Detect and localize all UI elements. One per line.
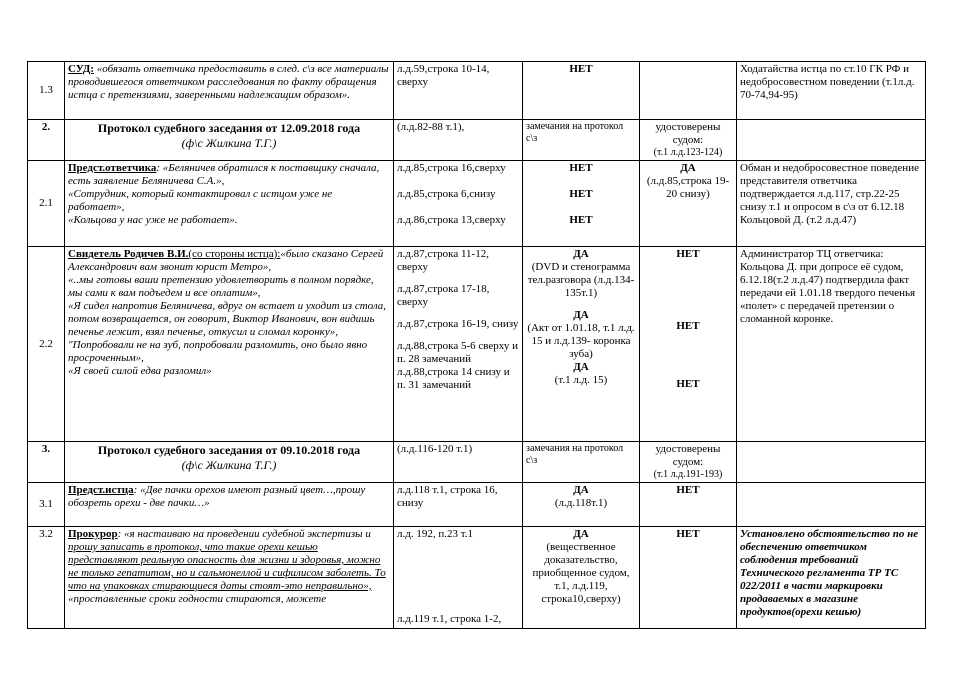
certified-value: ДА	[680, 162, 696, 174]
remark-detail: (DVD и стенограмма тел.разговора (л.д.134-135т.1)	[527, 261, 635, 299]
table-row	[28, 483, 926, 527]
statement-cell	[65, 161, 394, 247]
row-number: 2.2	[28, 247, 65, 442]
reference-line: л.д.88,строка 5-6 сверху и п. 28 замечаний	[397, 340, 518, 365]
reference-line: л.д.85,строка 6,снизу	[397, 188, 496, 200]
statement-quote: «Я сидел напротив Беляничева, вдруг он встает и уходит из стола, потом возвращается, он говорит, Виктор Иванович, вон видишь печенье лежит, взял печенье, откусил и сломал коронку»,	[68, 300, 387, 338]
statement-cell	[65, 483, 394, 527]
note-cell: Обман и недобросовестное поведение представителя ответчика подтверждается л.д.117, стр.22-25 снизу т.1 и опросом в с\з от 6.12.18 Кольцовой Д. (т.2 л.д.47)	[737, 161, 926, 247]
remark-value: НЕТ	[569, 188, 593, 200]
table-row	[28, 442, 926, 483]
certified-line: (т.1 л.д.123-124)	[653, 147, 723, 158]
speaker-label: Прокурор	[68, 528, 118, 540]
speaker-label: Предст.ответчика	[68, 162, 157, 174]
statement-quote-underlined: прошу записать в протокол, что такие орехи кешью представляют реальную опасность для жизни и здоровья, можно не только гепатитом, но и сальмонеллой и сифилисом заболеть. То что на упаковках стирающиеся даты стоят-это неправильно»,	[68, 541, 386, 592]
row-number: 2.1	[28, 161, 65, 247]
reference-cell	[394, 247, 523, 442]
reference-cell: (л.д.116-120 т.1)	[394, 442, 523, 483]
section-title: Протокол судебного заседания от 09.10.2018 года	[97, 443, 361, 457]
speaker-label: Предст.истца	[68, 484, 134, 496]
note-cell	[737, 483, 926, 527]
section-subtitle: (ф\с Жилкина Т.Г.)	[181, 458, 277, 472]
speaker-affiliation: (со стороны истца):	[188, 248, 281, 260]
reference-cell: (л.д.82-88 т.1),	[394, 120, 523, 161]
remark-detail: (Акт от 1.01.18, т.1 л.д. 15 и л.д.139- коронка зуба)	[527, 322, 635, 360]
certified-cell	[640, 120, 737, 161]
certified-cell	[640, 247, 737, 442]
statement-quote: «было сказано Сергей Александрович вам звонит юрист Метро»,	[68, 248, 384, 273]
reference-cell	[394, 161, 523, 247]
remark-detail: (л.д.118т.1)	[554, 497, 608, 509]
row-number: 3.1	[28, 483, 65, 527]
reference-cell: л.д.118 т.1, строка 16, снизу	[394, 483, 523, 527]
remarks-cell: замечания на протокол с\з	[523, 120, 640, 161]
row-number: 3.2	[28, 527, 65, 629]
remarks-cell: замечания на протокол с\з	[523, 442, 640, 483]
statement-quote: «обязать ответчика предоставить в след. с\з все материалы проводившегося ответчиком расследования по факту обращения истца с претензиями, заверенными надлежащим образом».	[68, 63, 389, 101]
statement-quote: «проставленные сроки годности стираются, можете	[68, 593, 327, 605]
note-cell: Администратор ТЦ ответчика: Кольцова Д. при допросе её судом, 6.12.18(т.2 л.д.47) подтвердила факт передачи ей 1.01.18 твердого печенья «полет» с передачей претензии о сломанной коронке.	[737, 247, 926, 442]
statement-cell	[65, 62, 394, 120]
table-row	[28, 527, 926, 629]
reference-cell	[394, 527, 523, 629]
note-cell	[737, 120, 926, 161]
remarks-cell	[523, 527, 640, 629]
statement-quote: «Я своей силой едва разломил»	[68, 365, 212, 377]
remarks-cell: НЕТ	[523, 62, 640, 120]
note-cell: Ходатайства истца по ст.10 ГК РФ и недобросовестном поведении (т.1л.д. 70-74,94-95)	[737, 62, 926, 120]
remark-value: ДА	[573, 528, 589, 540]
statement-quote: : «Беляничев обратился к поставщику сначала, есть заявление Беляничева С.А.»,	[68, 162, 380, 187]
statement-cell	[65, 247, 394, 442]
certified-cell	[640, 442, 737, 483]
note-cell	[737, 442, 926, 483]
certified-cell: НЕТ	[640, 483, 737, 527]
statement-quote: «Сотрудник, который контактировал с истцом уже не работает»,	[68, 188, 333, 213]
certified-line: удостоверены	[655, 121, 721, 133]
note-cell: Установлено обстоятельство по не обеспечению ответчиком соблюдения требований Технического регламента ТР ТС 022/2011 в части маркировки продаваемых в магазине продуктов(орехи кешью)	[737, 527, 926, 629]
statement-quote: : «я настаиваю на проведении судебной экспертизы и	[117, 528, 371, 540]
certified-detail: (л.д.85,строка 19-20 снизу)	[646, 175, 730, 200]
certified-value: НЕТ	[676, 378, 700, 390]
statement-cell	[65, 527, 394, 629]
reference-line: л.д.88,строка 14 снизу и п. 31 замечаний	[397, 366, 510, 391]
certified-cell	[640, 161, 737, 247]
certified-line: (т.1 л.д.191-193)	[653, 469, 723, 480]
statement-quote: "Попробовали не на зуб, попробовали разломить, оно было явно просроченным»,	[68, 339, 368, 364]
reference-line: л.д.87,строка 11-12, сверху	[397, 248, 489, 273]
row-number: 3.	[28, 442, 65, 483]
section-header-cell	[65, 442, 394, 483]
row-number: 1.3	[28, 62, 65, 120]
remarks-cell	[523, 483, 640, 527]
reference-line: л.д.86,строка 13,сверху	[397, 214, 506, 226]
certified-line: удостоверены	[655, 443, 721, 455]
section-header-cell	[65, 120, 394, 161]
reference-line: л.д. 192, п.23 т.1	[397, 528, 473, 540]
remark-detail: (вещественное доказательство, приобщенное судом, т.1, л.д.119, строка10,сверху)	[532, 541, 630, 605]
reference-line: л.д.87,строка 16-19, снизу	[397, 318, 519, 330]
speaker-label: Свидетель Родичев В.И.	[68, 248, 189, 260]
table-row	[28, 247, 926, 442]
remarks-cell	[523, 247, 640, 442]
reference-line: л.д.85,строка 16,сверху	[397, 162, 506, 174]
certified-cell: НЕТ	[640, 527, 737, 629]
statement-quote: «Кольцова у нас уже не работает».	[68, 214, 238, 226]
remark-value: ДА	[573, 484, 589, 496]
table-row	[28, 120, 926, 161]
remark-value: НЕТ	[569, 162, 593, 174]
statement-quote: : «Две пачки орехов имеют разный цвет…,прошу обозреть орехи - две пачки…»	[68, 484, 366, 509]
reference-line: л.д.119 т.1, строка 1-2,	[397, 613, 502, 625]
remarks-cell	[523, 161, 640, 247]
table-row	[28, 62, 926, 120]
reference-line: л.д.87,строка 17-18, сверху	[397, 283, 490, 308]
section-subtitle: (ф\с Жилкина Т.Г.)	[181, 136, 277, 150]
table-row	[28, 161, 926, 247]
row-number: 2.	[28, 120, 65, 161]
section-title: Протокол судебного заседания от 12.09.2018 года	[97, 121, 361, 135]
reference-cell: л.д.59,строка 10-14, сверху	[394, 62, 523, 120]
certified-value: НЕТ	[676, 248, 700, 260]
speaker-label: СУД:	[68, 63, 94, 75]
remark-value: ДА	[573, 248, 589, 260]
certified-cell	[640, 62, 737, 120]
protocol-table	[27, 61, 926, 629]
remark-value: ДА	[573, 361, 589, 373]
certified-line: судом:	[672, 456, 704, 468]
statement-quote: «..мы готовы ваши претензию удовлетворить в полном порядке, мы сами к вам подъедем и все оплатим»,	[68, 274, 374, 299]
remark-value: НЕТ	[569, 214, 593, 226]
certified-value: НЕТ	[676, 320, 700, 332]
remark-value: ДА	[573, 309, 589, 321]
certified-line: судом:	[672, 134, 704, 146]
remark-detail: (т.1 л.д. 15)	[554, 374, 608, 386]
